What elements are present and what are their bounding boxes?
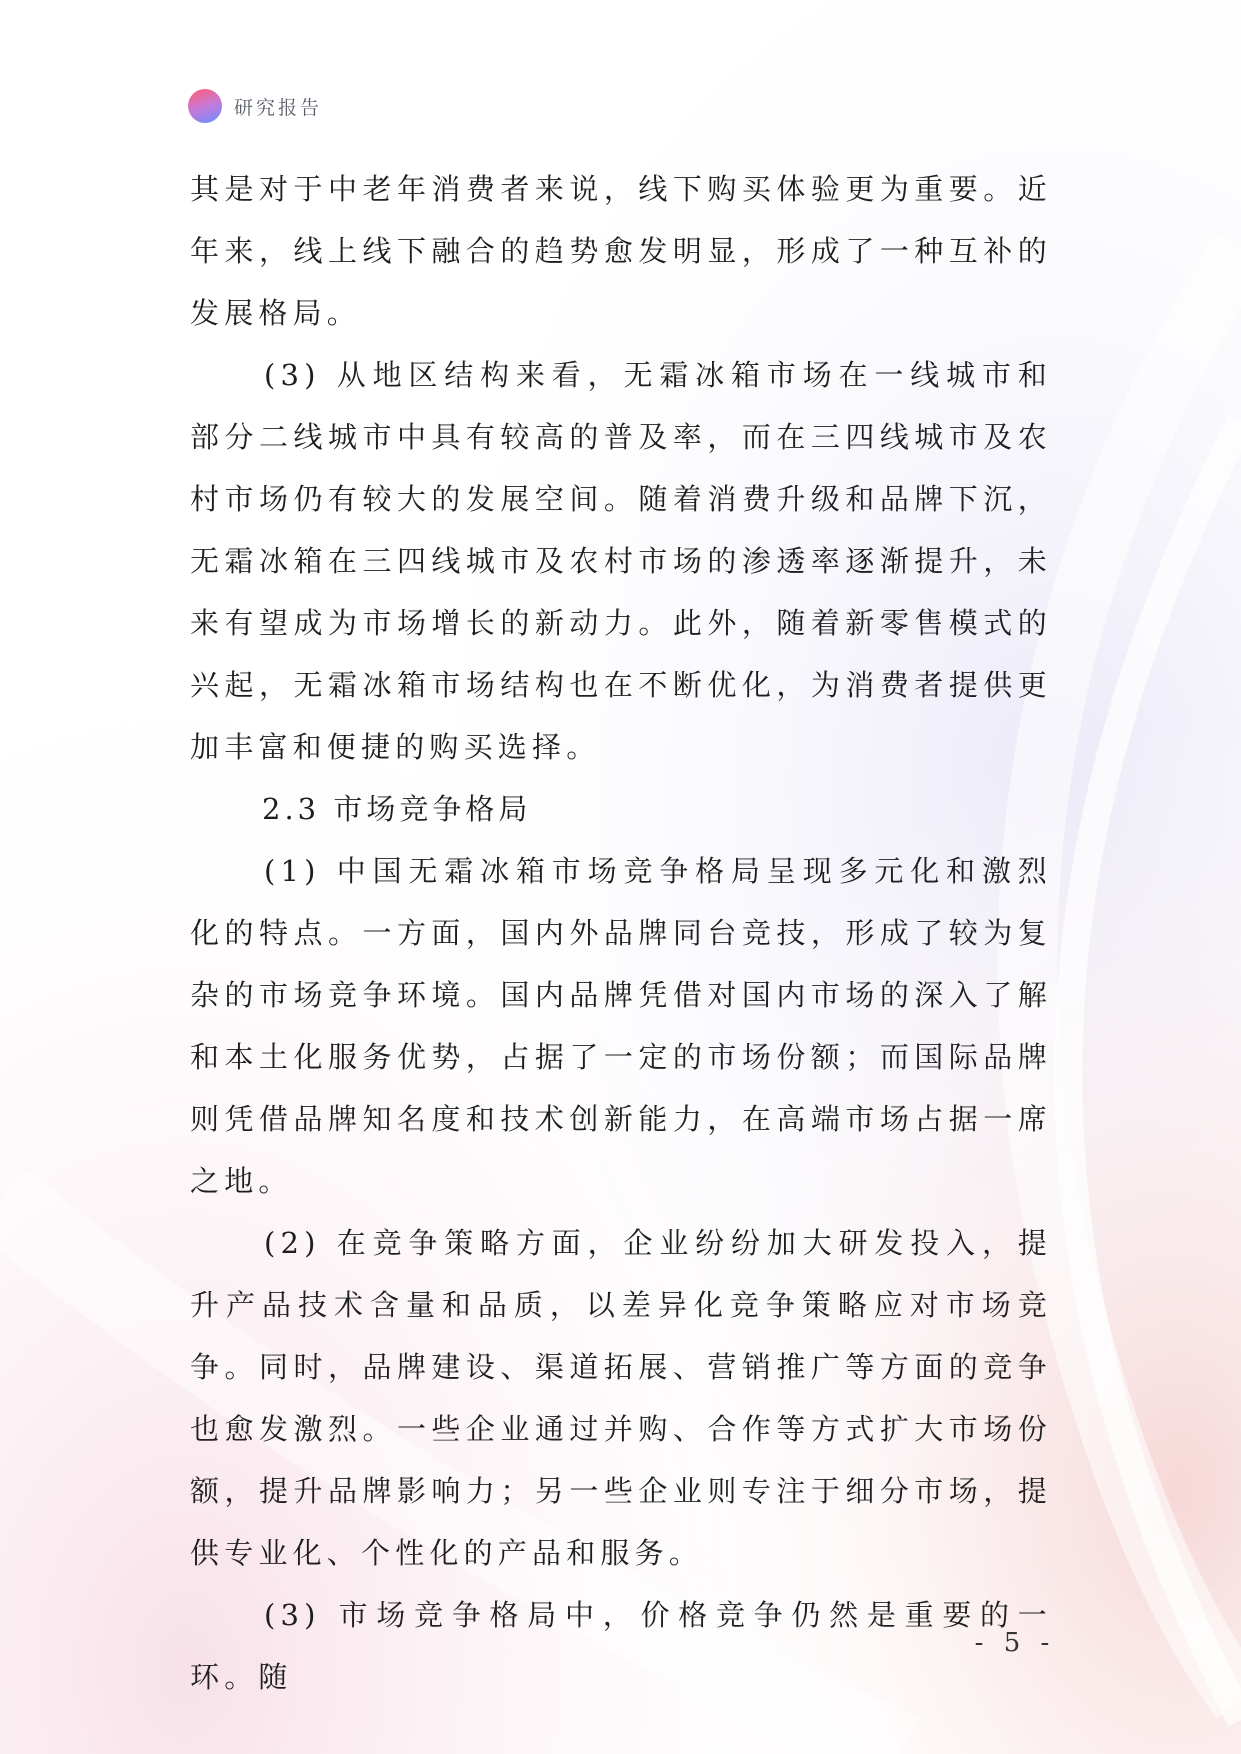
paragraph: 其是对于中老年消费者来说，线下购买体验更为重要。近年来，线上线下融合的趋势愈发明显，形成了一种互补的发展格局。 [190,172,1052,330]
header-title: 研究报告 [234,96,323,119]
paragraph: (3) 市场竞争格局中，价格竞争仍然是重要的一环。随 [190,1598,1052,1694]
logo-icon [188,89,222,123]
report-header [188,89,322,123]
paragraph: (3) 从地区结构来看，无霜冰箱市场在一线城市和部分二线城市中具有较高的普及率，而在三四线城市及农村市场仍有较大的发展空间。随着消费升级和品牌下沉，无霜冰箱在三四线城市及农村市场的渗透率逐渐提升，未来有望成为市场增长的新动力。此外，随着新零售模式的兴起，无霜冰箱市场结构也在不断优化，为消费者提供更加丰富和便捷的购买选择。 [190,358,1052,764]
section-heading: 2.3 市场竞争格局 [262,792,532,826]
paragraph: (1) 中国无霜冰箱市场竞争格局呈现多元化和激烈化的特点。一方面，国内外品牌同台竞技，形成了较为复杂的市场竞争环境。国内品牌凭借对国内市场的深入了解和本土化服务优势，占据了一定的市场份额；而国际品牌则凭借品牌知名度和技术创新能力，在高端市场占据一席之地。 [190,854,1052,1198]
page-number: - 5 - [974,1628,1056,1658]
paragraph: (2) 在竞争策略方面，企业纷纷加大研发投入，提升产品技术含量和品质，以差异化竞争策略应对市场竞争。同时，品牌建设、渠道拓展、营销推广等方面的竞争也愈发激烈。一些企业通过并购、合作等方式扩大市场份额，提升品牌影响力；另一些企业则专注于细分市场，提供专业化、个性化的产品和服务。 [190,1226,1052,1570]
body-text [190,158,1052,1708]
